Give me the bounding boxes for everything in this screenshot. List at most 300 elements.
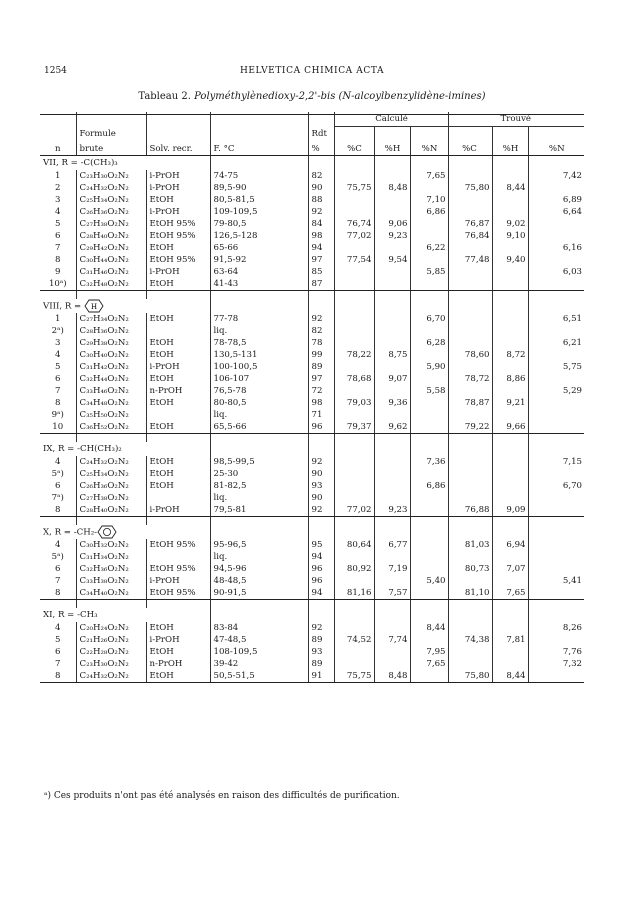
row-n: 1 — [55, 314, 61, 324]
row-calc-c — [334, 575, 374, 587]
row-found-n — [528, 634, 584, 646]
table-row — [40, 266, 584, 278]
row-found-n: 6,03 — [528, 266, 584, 278]
table-row — [40, 361, 584, 373]
row-calc-h: 6,77 — [374, 539, 410, 551]
header-calc-c: %C — [334, 142, 374, 156]
journal-title: HELVETICA CHIMICA ACTA — [239, 66, 385, 76]
row-calc-n: 8,44 — [410, 622, 448, 634]
row-found-c: 78,72 — [448, 373, 492, 385]
row-calc-n — [410, 230, 448, 242]
row-found-n — [528, 397, 584, 409]
row-found-h — [492, 313, 528, 325]
row-yield: 96 — [308, 421, 334, 434]
row-n: 7 — [55, 386, 61, 396]
row-yield: 90 — [308, 468, 334, 480]
row-formula: C₃₄H₄₈O₂N₂ — [76, 397, 146, 409]
row-formula: C₂₃H₃₀O₂N₂ — [76, 170, 146, 182]
row-mp: 39-42 — [210, 658, 308, 670]
row-yield: 71 — [308, 409, 334, 421]
row-calc-n: 5,85 — [410, 266, 448, 278]
row-found-h: 8,44 — [492, 670, 528, 683]
row-calc-c — [334, 266, 374, 278]
row-mp: 48-48,5 — [210, 575, 308, 587]
row-n: 8 — [55, 398, 61, 408]
row-yield: 84 — [308, 218, 334, 230]
row-calc-n — [410, 254, 448, 266]
row-n: 8 — [55, 255, 61, 265]
row-calc-c — [334, 456, 374, 468]
row-calc-c — [334, 325, 374, 337]
row-calc-c — [334, 658, 374, 670]
row-found-n: 6,89 — [528, 194, 584, 206]
row-calc-n: 6,86 — [410, 206, 448, 218]
row-yield: 97 — [308, 254, 334, 266]
row-solvent: EtOH — [146, 397, 210, 409]
row-found-n — [528, 670, 584, 683]
row-solvent: EtOH — [146, 480, 210, 492]
row-found-c: 75,80 — [448, 182, 492, 194]
caption-prefix: Tableau 2. — [138, 91, 191, 102]
row-calc-h — [374, 278, 410, 291]
group-label-text: XI, R = -CH₃ — [43, 610, 98, 620]
row-calc-h — [374, 409, 410, 421]
row-calc-c: 79,37 — [334, 421, 374, 434]
row-calc-n — [410, 670, 448, 683]
row-yield: 93 — [308, 646, 334, 658]
row-n: 3 — [55, 195, 61, 205]
row-solvent: n-PrOH — [146, 385, 210, 397]
table-row — [40, 325, 584, 337]
row-found-n: 5,41 — [528, 575, 584, 587]
row-found-h: 7,81 — [492, 634, 528, 646]
row-yield: 90 — [308, 182, 334, 194]
group-label-text: IX, R = -CH(CH₃)₂ — [43, 444, 122, 454]
group-header-row — [40, 442, 584, 456]
row-formula: C₂₇H₃₈O₂N₂ — [76, 492, 146, 504]
row-solvent: i-PrOH — [146, 634, 210, 646]
row-yield: 89 — [308, 361, 334, 373]
group-header-row — [40, 608, 584, 622]
row-found-h — [492, 194, 528, 206]
row-n: 6 — [55, 231, 61, 241]
header-found-c: %C — [448, 142, 492, 156]
row-mp: liq. — [210, 492, 308, 504]
row-calc-h: 9,23 — [374, 230, 410, 242]
row-found-n — [528, 182, 584, 194]
row-found-c — [448, 278, 492, 291]
row-found-c: 77,48 — [448, 254, 492, 266]
row-found-n: 6,21 — [528, 337, 584, 349]
row-mp: 83-84 — [210, 622, 308, 634]
table-head — [40, 112, 584, 156]
row-found-n — [528, 468, 584, 480]
row-calc-h — [374, 492, 410, 504]
row-calc-h: 9,23 — [374, 504, 410, 517]
row-n: 7 — [55, 659, 61, 669]
row-found-h — [492, 242, 528, 254]
header-n: n — [40, 142, 76, 156]
row-formula: C₂₄H₃₂O₂N₂ — [76, 182, 146, 194]
header-brute: brute — [76, 142, 146, 156]
group-label — [40, 156, 210, 171]
row-calc-h — [374, 575, 410, 587]
row-found-c — [448, 337, 492, 349]
row-found-n — [528, 349, 584, 361]
row-calc-h — [374, 622, 410, 634]
table-row — [40, 634, 584, 646]
row-mp: liq. — [210, 551, 308, 563]
row-formula: C₂₅H₃₄O₂N₂ — [76, 468, 146, 480]
row-solvent: i-PrOH — [146, 504, 210, 517]
row-n: 5 — [55, 635, 61, 645]
row-mp: 79,5-81 — [210, 504, 308, 517]
row-found-h — [492, 206, 528, 218]
row-calc-n: 7,10 — [410, 194, 448, 206]
row-calc-h — [374, 242, 410, 254]
row-calc-h — [374, 170, 410, 182]
row-calc-c: 74,52 — [334, 634, 374, 646]
row-found-c — [448, 658, 492, 670]
row-found-n — [528, 278, 584, 291]
spacer-row — [40, 517, 584, 526]
row-found-h — [492, 468, 528, 480]
row-calc-c: 76,74 — [334, 218, 374, 230]
row-n: 1 — [55, 171, 61, 181]
row-calc-n — [410, 634, 448, 646]
header-f: F. °C — [210, 142, 308, 156]
row-yield: 94 — [308, 242, 334, 254]
row-calc-c: 75,75 — [334, 670, 374, 683]
row-yield: 89 — [308, 658, 334, 670]
row-found-n — [528, 504, 584, 517]
row-found-h — [492, 480, 528, 492]
row-calc-n — [410, 349, 448, 361]
row-calc-h — [374, 206, 410, 218]
row-found-c — [448, 492, 492, 504]
row-formula: C₃₀H₃₂O₂N₂ — [76, 539, 146, 551]
table-row — [40, 385, 584, 397]
table-row — [40, 539, 584, 551]
row-mp: 79-80,5 — [210, 218, 308, 230]
row-mp: 90-91,5 — [210, 587, 308, 600]
row-solvent: EtOH 95% — [146, 230, 210, 242]
row-found-h: 9,10 — [492, 230, 528, 242]
row-calc-h: 8,75 — [374, 349, 410, 361]
row-calc-n — [410, 539, 448, 551]
row-calc-c — [334, 492, 374, 504]
row-calc-c: 80,92 — [334, 563, 374, 575]
row-calc-c — [334, 206, 374, 218]
row-n: 7 — [55, 576, 61, 586]
row-calc-n: 5,58 — [410, 385, 448, 397]
row-n: 8 — [40, 670, 76, 683]
row-calc-c: 78,68 — [334, 373, 374, 385]
row-found-c: 79,22 — [448, 421, 492, 434]
row-mp: 126,5-128 — [210, 230, 308, 242]
row-mp: 95-96,5 — [210, 539, 308, 551]
row-found-c — [448, 622, 492, 634]
row-calc-c: 75,75 — [334, 182, 374, 194]
row-found-c — [448, 551, 492, 563]
row-found-h: 9,66 — [492, 421, 528, 434]
row-n: 5 — [55, 219, 61, 229]
table-row — [40, 170, 584, 182]
row-solvent: EtOH — [146, 421, 210, 434]
row-formula: C₃₂H₄₄O₂N₂ — [76, 373, 146, 385]
row-formula: C₂₈H₄₀O₂N₂ — [76, 230, 146, 242]
page-header — [0, 66, 624, 80]
row-formula: C₂₉H₄₂O₂N₂ — [76, 242, 146, 254]
row-calc-h: 8,48 — [374, 670, 410, 683]
row-calc-n: 6,86 — [410, 480, 448, 492]
row-calc-c — [334, 337, 374, 349]
benzene-ring-icon — [97, 525, 117, 539]
row-solvent: EtOH — [146, 622, 210, 634]
row-calc-c: 77,02 — [334, 504, 374, 517]
row-found-c — [448, 480, 492, 492]
table-row — [40, 349, 584, 361]
table-row — [40, 182, 584, 194]
row-yield: 96 — [308, 563, 334, 575]
row-calc-c — [334, 313, 374, 325]
row-n: 4 — [55, 623, 61, 633]
header-found-n: %N — [528, 142, 584, 156]
row-n: 8 — [40, 587, 76, 600]
row-found-h: 9,40 — [492, 254, 528, 266]
spacer-row — [40, 291, 584, 300]
row-calc-c — [334, 468, 374, 480]
row-found-h — [492, 361, 528, 373]
table-row — [40, 373, 584, 385]
row-n: 9 — [55, 267, 61, 277]
row-calc-n — [410, 421, 448, 434]
row-found-c — [448, 206, 492, 218]
row-found-n: 5,75 — [528, 361, 584, 373]
row-solvent — [146, 409, 210, 421]
header-calc-n: %N — [410, 142, 448, 156]
row-mp: 91,5-92 — [210, 254, 308, 266]
table-row — [40, 337, 584, 349]
row-n: 6 — [55, 481, 61, 491]
row-solvent: EtOH — [146, 242, 210, 254]
row-yield: 90 — [308, 492, 334, 504]
row-found-c: 76,84 — [448, 230, 492, 242]
row-calc-h — [374, 480, 410, 492]
row-calc-c — [334, 551, 374, 563]
row-yield: 98 — [308, 397, 334, 409]
row-mp: 47-48,5 — [210, 634, 308, 646]
row-yield: 91 — [308, 670, 334, 683]
row-yield: 98 — [308, 230, 334, 242]
row-solvent — [146, 492, 210, 504]
row-found-c — [448, 468, 492, 480]
table-row — [40, 421, 584, 434]
row-solvent: i-PrOH — [146, 575, 210, 587]
row-n: 2ᵃ) — [51, 326, 64, 336]
table-row — [40, 575, 584, 587]
group-label-text: X, R = -CH₂- — [43, 527, 98, 538]
row-calc-n — [410, 218, 448, 230]
row-solvent: i-PrOH — [146, 182, 210, 194]
row-calc-h: 9,06 — [374, 218, 410, 230]
row-found-h: 7,65 — [492, 587, 528, 600]
row-calc-n — [410, 492, 448, 504]
row-calc-h — [374, 551, 410, 563]
row-yield: 85 — [308, 266, 334, 278]
row-formula: C₂₁H₂₆O₂N₂ — [76, 634, 146, 646]
row-n: 4 — [55, 207, 61, 217]
data-table — [40, 112, 584, 683]
row-calc-h — [374, 337, 410, 349]
header-solv: Solv. recr. — [146, 142, 210, 156]
table-row — [40, 206, 584, 218]
row-yield: 89 — [308, 634, 334, 646]
row-found-h: 9,21 — [492, 397, 528, 409]
row-yield: 82 — [308, 325, 334, 337]
footnote: ᵃ) Ces produits n'ont pas été analysés en raison des difficultés de purification. — [44, 791, 400, 801]
data-table-wrapper — [40, 112, 584, 683]
row-calc-n: 6,70 — [410, 313, 448, 325]
row-yield: 94 — [308, 551, 334, 563]
row-mp: 50,5-51,5 — [210, 670, 308, 683]
table-row — [40, 670, 584, 683]
row-found-n — [528, 539, 584, 551]
table-row — [40, 658, 584, 670]
row-calc-n — [410, 373, 448, 385]
row-yield: 92 — [308, 622, 334, 634]
row-calc-c — [334, 194, 374, 206]
svg-text:H: H — [90, 303, 98, 311]
table-row — [40, 397, 584, 409]
row-solvent: EtOH 95% — [146, 218, 210, 230]
row-solvent: EtOH — [146, 313, 210, 325]
row-solvent: EtOH 95% — [146, 587, 210, 600]
row-mp: 100-100,5 — [210, 361, 308, 373]
row-n: 4 — [55, 350, 61, 360]
row-found-c: 78,60 — [448, 349, 492, 361]
table-row — [40, 622, 584, 634]
row-solvent — [146, 551, 210, 563]
row-calc-n — [410, 397, 448, 409]
row-calc-n — [410, 587, 448, 600]
row-calc-n — [410, 551, 448, 563]
row-calc-n: 5,90 — [410, 361, 448, 373]
row-formula: C₃₆H₅₂O₂N₂ — [76, 421, 146, 434]
row-calc-c — [334, 480, 374, 492]
row-found-h — [492, 266, 528, 278]
row-mp: 77-78 — [210, 313, 308, 325]
row-mp: 98,5-99,5 — [210, 456, 308, 468]
group-label — [40, 608, 210, 622]
row-yield: 92 — [308, 456, 334, 468]
group-label-text: VIII, R = — [43, 301, 84, 312]
row-formula: C₂₂H₂₈O₂N₂ — [76, 646, 146, 658]
table-row — [40, 587, 584, 600]
row-mp: 76,5-78 — [210, 385, 308, 397]
row-mp: 94,5-96 — [210, 563, 308, 575]
row-calc-n: 7,65 — [410, 170, 448, 182]
row-calc-h — [374, 456, 410, 468]
row-n: 10 — [40, 421, 76, 434]
row-yield: 94 — [308, 587, 334, 600]
row-found-c: 76,88 — [448, 504, 492, 517]
row-mp: 80-80,5 — [210, 397, 308, 409]
row-found-h: 6,94 — [492, 539, 528, 551]
row-formula: C₃₄H₄₀O₂N₂ — [76, 587, 146, 600]
row-found-n — [528, 563, 584, 575]
row-found-n — [528, 325, 584, 337]
table-caption — [0, 91, 624, 102]
row-calc-c — [334, 170, 374, 182]
row-solvent: EtOH — [146, 646, 210, 658]
row-calc-c: 81,16 — [334, 587, 374, 600]
row-found-h: 9,09 — [492, 504, 528, 517]
row-found-c — [448, 242, 492, 254]
row-solvent: EtOH — [146, 349, 210, 361]
row-calc-n — [410, 409, 448, 421]
row-calc-h — [374, 325, 410, 337]
row-calc-n: 7,36 — [410, 456, 448, 468]
row-found-n — [528, 587, 584, 600]
row-found-h — [492, 492, 528, 504]
header-trouve: Trouvé — [448, 112, 584, 127]
row-found-n — [528, 254, 584, 266]
row-found-n: 6,64 — [528, 206, 584, 218]
row-solvent: EtOH — [146, 456, 210, 468]
row-yield: 93 — [308, 480, 334, 492]
row-mp: 106-107 — [210, 373, 308, 385]
row-yield: 96 — [308, 575, 334, 587]
row-n: 10ᵃ) — [40, 278, 76, 291]
row-calc-n — [410, 325, 448, 337]
table-row — [40, 551, 584, 563]
row-yield: 82 — [308, 170, 334, 182]
row-n: 3 — [55, 338, 61, 348]
row-calc-c: 77,02 — [334, 230, 374, 242]
row-found-h — [492, 337, 528, 349]
row-found-c — [448, 361, 492, 373]
table-row — [40, 278, 584, 291]
group-label — [40, 442, 210, 456]
row-calc-c — [334, 361, 374, 373]
row-found-c: 76,87 — [448, 218, 492, 230]
row-found-h: 8,72 — [492, 349, 528, 361]
row-found-n — [528, 492, 584, 504]
row-formula: C₃₁H₃₄O₂N₂ — [76, 551, 146, 563]
row-calc-h — [374, 361, 410, 373]
row-found-h — [492, 278, 528, 291]
row-found-n: 7,15 — [528, 456, 584, 468]
row-found-c: 74,38 — [448, 634, 492, 646]
row-calc-h: 7,19 — [374, 563, 410, 575]
row-formula: C₃₃H₃₈O₂N₂ — [76, 575, 146, 587]
spacer-row — [40, 434, 584, 443]
row-formula: C₃₀H₄₄O₂N₂ — [76, 254, 146, 266]
row-calc-n: 7,65 — [410, 658, 448, 670]
row-yield: 72 — [308, 385, 334, 397]
row-n: 9ᵃ) — [51, 410, 64, 420]
row-yield: 88 — [308, 194, 334, 206]
row-found-h: 8,86 — [492, 373, 528, 385]
row-n: 2 — [55, 183, 61, 193]
table-row — [40, 563, 584, 575]
row-formula: C₂₇H₃₄O₂N₂ — [76, 313, 146, 325]
row-formula: C₂₀H₂₄O₂N₂ — [76, 622, 146, 634]
table-row — [40, 468, 584, 480]
row-solvent: EtOH — [146, 468, 210, 480]
row-calc-n — [410, 468, 448, 480]
